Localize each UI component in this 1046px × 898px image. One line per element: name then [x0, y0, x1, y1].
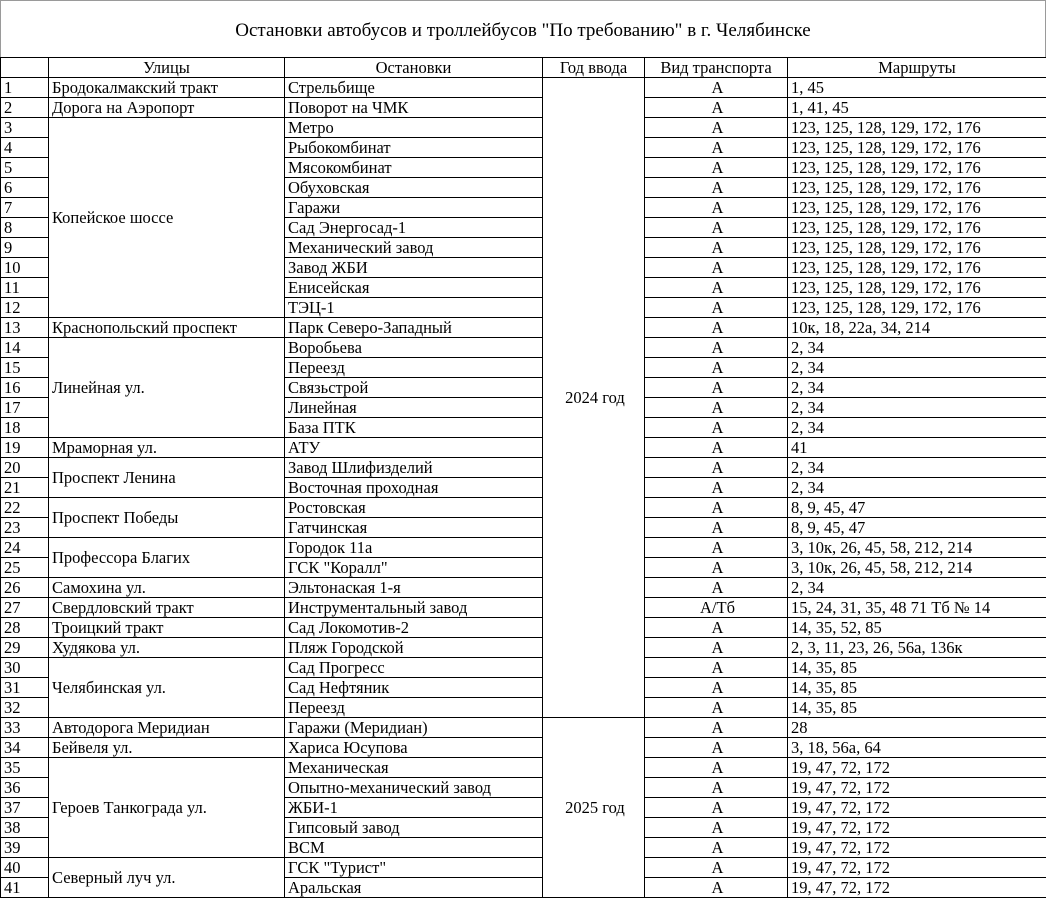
- stop-cell[interactable]: Метро: [285, 118, 543, 138]
- routes-cell[interactable]: 19, 47, 72, 172: [788, 858, 1046, 878]
- stop-cell[interactable]: Городок 11а: [285, 538, 543, 558]
- transport-type-cell[interactable]: А: [645, 218, 788, 238]
- transport-type-cell[interactable]: А/Тб: [645, 598, 788, 618]
- row-number-cell[interactable]: 41: [1, 878, 49, 898]
- stop-cell[interactable]: Механический завод: [285, 238, 543, 258]
- routes-cell[interactable]: 123, 125, 128, 129, 172, 176: [788, 238, 1046, 258]
- header-num-cell: [1, 58, 49, 78]
- stop-cell[interactable]: Сад Энергосад-1: [285, 218, 543, 238]
- table-row: [1, 738, 1046, 758]
- transport-type-cell[interactable]: А: [645, 558, 788, 578]
- row-number-cell[interactable]: 6: [1, 178, 49, 198]
- stop-cell[interactable]: Гаражи: [285, 198, 543, 218]
- transport-type-cell[interactable]: А: [645, 298, 788, 318]
- row-number-cell[interactable]: 2: [1, 98, 49, 118]
- routes-cell[interactable]: 19, 47, 72, 172: [788, 818, 1046, 838]
- routes-cell[interactable]: 2, 34: [788, 338, 1046, 358]
- street-cell[interactable]: Худякова ул.: [49, 638, 285, 658]
- row-number-cell[interactable]: 34: [1, 738, 49, 758]
- street-cell[interactable]: Мраморная ул.: [49, 438, 285, 458]
- street-cell[interactable]: Проспект Ленина: [49, 458, 285, 498]
- row-number-cell[interactable]: 1: [1, 78, 49, 98]
- transport-type-cell[interactable]: А: [645, 798, 788, 818]
- row-number-cell[interactable]: 5: [1, 158, 49, 178]
- routes-cell[interactable]: 2, 34: [788, 458, 1046, 478]
- transport-type-cell[interactable]: А: [645, 318, 788, 338]
- transport-type-cell[interactable]: А: [645, 118, 788, 138]
- routes-cell[interactable]: 1, 41, 45: [788, 98, 1046, 118]
- row-number-cell[interactable]: 29: [1, 638, 49, 658]
- street-cell[interactable]: Проспект Победы: [49, 498, 285, 538]
- routes-cell[interactable]: 14, 35, 85: [788, 658, 1046, 678]
- transport-type-cell[interactable]: А: [645, 818, 788, 838]
- table-row: [1, 458, 1046, 478]
- row-number-cell[interactable]: 10: [1, 258, 49, 278]
- routes-cell[interactable]: 8, 9, 45, 47: [788, 498, 1046, 518]
- stops-table: [0, 57, 1046, 898]
- stop-cell[interactable]: Воробьева: [285, 338, 543, 358]
- table-body: [1, 78, 1046, 898]
- street-cell[interactable]: Копейское шоссе: [49, 118, 285, 318]
- row-number-cell[interactable]: 24: [1, 538, 49, 558]
- routes-cell[interactable]: 123, 125, 128, 129, 172, 176: [788, 218, 1046, 238]
- routes-cell[interactable]: 123, 125, 128, 129, 172, 176: [788, 278, 1046, 298]
- row-number-cell[interactable]: 32: [1, 698, 49, 718]
- transport-type-cell[interactable]: А: [645, 78, 788, 98]
- stop-cell[interactable]: Мясокомбинат: [285, 158, 543, 178]
- row-number-cell[interactable]: 37: [1, 798, 49, 818]
- transport-type-cell[interactable]: А: [645, 278, 788, 298]
- stop-cell[interactable]: Сад Нефтяник: [285, 678, 543, 698]
- table-row: [1, 578, 1046, 598]
- street-cell[interactable]: Профессора Благих: [49, 538, 285, 578]
- routes-cell[interactable]: 2, 34: [788, 578, 1046, 598]
- row-number-cell[interactable]: 27: [1, 598, 49, 618]
- row-number-cell[interactable]: 30: [1, 658, 49, 678]
- row-number-cell[interactable]: 25: [1, 558, 49, 578]
- routes-cell[interactable]: 123, 125, 128, 129, 172, 176: [788, 178, 1046, 198]
- row-number-cell[interactable]: 35: [1, 758, 49, 778]
- stop-cell[interactable]: Завод Шлифизделий: [285, 458, 543, 478]
- routes-cell[interactable]: 19, 47, 72, 172: [788, 798, 1046, 818]
- street-cell[interactable]: Северный луч ул.: [49, 858, 285, 898]
- transport-type-cell[interactable]: А: [645, 198, 788, 218]
- row-number-cell[interactable]: 13: [1, 318, 49, 338]
- table-row: [1, 618, 1046, 638]
- street-cell[interactable]: Дорога на Аэропорт: [49, 98, 285, 118]
- transport-type-cell[interactable]: А: [645, 758, 788, 778]
- row-number-cell[interactable]: 39: [1, 838, 49, 858]
- transport-type-cell[interactable]: А: [645, 838, 788, 858]
- stop-cell[interactable]: Поворот на ЧМК: [285, 98, 543, 118]
- stop-cell[interactable]: Рыбокомбинат: [285, 138, 543, 158]
- stop-cell[interactable]: Парк Северо-Западный: [285, 318, 543, 338]
- stop-cell[interactable]: Эльтонаская 1-я: [285, 578, 543, 598]
- row-number-cell[interactable]: 23: [1, 518, 49, 538]
- stop-cell[interactable]: Механическая: [285, 758, 543, 778]
- transport-type-cell[interactable]: А: [645, 698, 788, 718]
- stop-cell[interactable]: ВСМ: [285, 838, 543, 858]
- row-number-cell[interactable]: 3: [1, 118, 49, 138]
- row-number-cell[interactable]: 36: [1, 778, 49, 798]
- routes-cell[interactable]: 8, 9, 45, 47: [788, 518, 1046, 538]
- routes-cell[interactable]: 14, 35, 85: [788, 698, 1046, 718]
- table-row: [1, 78, 1046, 98]
- table-row: [1, 758, 1046, 778]
- routes-cell[interactable]: 14, 35, 52, 85: [788, 618, 1046, 638]
- table-row: [1, 498, 1046, 518]
- stop-cell[interactable]: Сад Прогресс: [285, 658, 543, 678]
- stop-cell[interactable]: Гипсовый завод: [285, 818, 543, 838]
- stop-cell[interactable]: Стрельбище: [285, 78, 543, 98]
- stop-cell[interactable]: Гатчинская: [285, 518, 543, 538]
- routes-cell[interactable]: 19, 47, 72, 172: [788, 878, 1046, 898]
- row-number-cell[interactable]: 4: [1, 138, 49, 158]
- stop-cell[interactable]: Обуховская: [285, 178, 543, 198]
- transport-type-cell[interactable]: А: [645, 738, 788, 758]
- transport-type-cell[interactable]: А: [645, 418, 788, 438]
- row-number-cell[interactable]: 14: [1, 338, 49, 358]
- stop-cell[interactable]: Гаражи (Меридиан): [285, 718, 543, 738]
- transport-type-cell[interactable]: А: [645, 238, 788, 258]
- row-number-cell[interactable]: 16: [1, 378, 49, 398]
- routes-cell[interactable]: 123, 125, 128, 129, 172, 176: [788, 198, 1046, 218]
- stop-cell[interactable]: Переезд: [285, 698, 543, 718]
- transport-type-cell[interactable]: А: [645, 378, 788, 398]
- table-row: [1, 658, 1046, 678]
- routes-cell[interactable]: 2, 34: [788, 418, 1046, 438]
- stop-cell[interactable]: Связьстрой: [285, 378, 543, 398]
- transport-type-cell[interactable]: А: [645, 578, 788, 598]
- routes-cell[interactable]: 41: [788, 438, 1046, 458]
- header-streets: Улицы: [49, 58, 285, 78]
- row-number-cell[interactable]: 20: [1, 458, 49, 478]
- stop-cell[interactable]: Аральская: [285, 878, 543, 898]
- transport-type-cell[interactable]: А: [645, 258, 788, 278]
- row-number-cell[interactable]: 19: [1, 438, 49, 458]
- street-cell[interactable]: Краснопольский проспект: [49, 318, 285, 338]
- transport-type-cell[interactable]: А: [645, 158, 788, 178]
- routes-cell[interactable]: 123, 125, 128, 129, 172, 176: [788, 258, 1046, 278]
- stop-cell[interactable]: ЖБИ-1: [285, 798, 543, 818]
- transport-type-cell[interactable]: А: [645, 338, 788, 358]
- stop-cell[interactable]: База ПТК: [285, 418, 543, 438]
- stop-cell[interactable]: Опытно-механический завод: [285, 778, 543, 798]
- table-row: [1, 118, 1046, 138]
- header-transport-type: Вид транспорта: [645, 58, 788, 78]
- transport-type-cell[interactable]: А: [645, 878, 788, 898]
- transport-type-cell[interactable]: А: [645, 478, 788, 498]
- row-number-cell[interactable]: 22: [1, 498, 49, 518]
- street-cell[interactable]: Свердловский тракт: [49, 598, 285, 618]
- routes-cell[interactable]: 123, 125, 128, 129, 172, 176: [788, 298, 1046, 318]
- routes-cell[interactable]: 3, 10к, 26, 45, 58, 212, 214: [788, 558, 1046, 578]
- routes-cell[interactable]: 28: [788, 718, 1046, 738]
- row-number-cell[interactable]: 18: [1, 418, 49, 438]
- transport-type-cell[interactable]: А: [645, 858, 788, 878]
- page-title: Остановки автобусов и троллейбусов "По требованию" в г. Челябинске: [0, 0, 1046, 57]
- street-cell[interactable]: Самохина ул.: [49, 578, 285, 598]
- transport-type-cell[interactable]: А: [645, 778, 788, 798]
- routes-cell[interactable]: 14, 35, 85: [788, 678, 1046, 698]
- transport-type-cell[interactable]: А: [645, 498, 788, 518]
- routes-cell[interactable]: 19, 47, 72, 172: [788, 758, 1046, 778]
- transport-type-cell[interactable]: А: [645, 718, 788, 738]
- street-cell[interactable]: Бродокалмакский тракт: [49, 78, 285, 98]
- transport-type-cell[interactable]: А: [645, 678, 788, 698]
- street-cell[interactable]: Линейная ул.: [49, 338, 285, 438]
- stop-cell[interactable]: Завод ЖБИ: [285, 258, 543, 278]
- header-routes: Маршруты: [788, 58, 1046, 78]
- table-row: [1, 638, 1046, 658]
- row-number-cell[interactable]: 31: [1, 678, 49, 698]
- stop-cell[interactable]: ГСК "Турист": [285, 858, 543, 878]
- street-cell[interactable]: Бейвеля ул.: [49, 738, 285, 758]
- routes-cell[interactable]: 2, 34: [788, 358, 1046, 378]
- stop-cell[interactable]: Ростовская: [285, 498, 543, 518]
- stop-cell[interactable]: Восточная проходная: [285, 478, 543, 498]
- table-row: [1, 98, 1046, 118]
- year-cell[interactable]: 2024 год: [543, 78, 645, 718]
- street-cell[interactable]: Челябинская ул.: [49, 658, 285, 718]
- stop-cell[interactable]: Линейная: [285, 398, 543, 418]
- routes-cell[interactable]: 19, 47, 72, 172: [788, 838, 1046, 858]
- stop-cell[interactable]: Хариса Юсупова: [285, 738, 543, 758]
- routes-cell[interactable]: 123, 125, 128, 129, 172, 176: [788, 158, 1046, 178]
- routes-cell[interactable]: 2, 34: [788, 378, 1046, 398]
- stop-cell[interactable]: Инструментальный завод: [285, 598, 543, 618]
- stop-cell[interactable]: Енисейская: [285, 278, 543, 298]
- row-number-cell[interactable]: 15: [1, 358, 49, 378]
- routes-cell[interactable]: 2, 34: [788, 398, 1046, 418]
- row-number-cell[interactable]: 9: [1, 238, 49, 258]
- header-row: [1, 58, 1046, 78]
- stop-cell[interactable]: Пляж Городской: [285, 638, 543, 658]
- transport-type-cell[interactable]: А: [645, 638, 788, 658]
- street-cell[interactable]: Героев Танкограда ул.: [49, 758, 285, 858]
- transport-type-cell[interactable]: А: [645, 178, 788, 198]
- transport-type-cell[interactable]: А: [645, 518, 788, 538]
- row-number-cell[interactable]: 38: [1, 818, 49, 838]
- transport-type-cell[interactable]: А: [645, 438, 788, 458]
- year-cell[interactable]: 2025 год: [543, 718, 645, 898]
- street-cell[interactable]: Троицкий тракт: [49, 618, 285, 638]
- row-number-cell[interactable]: 33: [1, 718, 49, 738]
- stop-cell[interactable]: ТЭЦ-1: [285, 298, 543, 318]
- table-row: [1, 858, 1046, 878]
- transport-type-cell[interactable]: А: [645, 398, 788, 418]
- routes-cell[interactable]: 1, 45: [788, 78, 1046, 98]
- street-cell[interactable]: Автодорога Меридиан: [49, 718, 285, 738]
- row-number-cell[interactable]: 17: [1, 398, 49, 418]
- routes-cell[interactable]: 3, 18, 56а, 64: [788, 738, 1046, 758]
- table-row: [1, 598, 1046, 618]
- row-number-cell[interactable]: 28: [1, 618, 49, 638]
- table-row: [1, 338, 1046, 358]
- table-row: [1, 538, 1046, 558]
- stop-cell[interactable]: Сад Локомотив-2: [285, 618, 543, 638]
- transport-type-cell[interactable]: А: [645, 658, 788, 678]
- row-number-cell[interactable]: 21: [1, 478, 49, 498]
- transport-type-cell[interactable]: А: [645, 98, 788, 118]
- routes-cell[interactable]: 2, 3, 11, 23, 26, 56а, 136к: [788, 638, 1046, 658]
- routes-cell[interactable]: 3, 10к, 26, 45, 58, 212, 214: [788, 538, 1046, 558]
- routes-cell[interactable]: 123, 125, 128, 129, 172, 176: [788, 138, 1046, 158]
- routes-cell[interactable]: 2, 34: [788, 478, 1046, 498]
- routes-cell[interactable]: 15, 24, 31, 35, 48 71 Тб № 14: [788, 598, 1046, 618]
- header-year: Год ввода: [543, 58, 645, 78]
- table-row: [1, 318, 1046, 338]
- row-number-cell[interactable]: 40: [1, 858, 49, 878]
- transport-type-cell[interactable]: А: [645, 538, 788, 558]
- transport-type-cell[interactable]: А: [645, 618, 788, 638]
- routes-cell[interactable]: 19, 47, 72, 172: [788, 778, 1046, 798]
- row-number-cell[interactable]: 26: [1, 578, 49, 598]
- transport-type-cell[interactable]: А: [645, 458, 788, 478]
- row-number-cell[interactable]: 8: [1, 218, 49, 238]
- row-number-cell[interactable]: 11: [1, 278, 49, 298]
- stop-cell[interactable]: Переезд: [285, 358, 543, 378]
- transport-type-cell[interactable]: А: [645, 358, 788, 378]
- stop-cell[interactable]: АТУ: [285, 438, 543, 458]
- transport-type-cell[interactable]: А: [645, 138, 788, 158]
- table-row: [1, 438, 1046, 458]
- table-row: [1, 718, 1046, 738]
- header-stops: Остановки: [285, 58, 543, 78]
- routes-cell[interactable]: 123, 125, 128, 129, 172, 176: [788, 118, 1046, 138]
- stop-cell[interactable]: ГСК "Коралл": [285, 558, 543, 578]
- row-number-cell[interactable]: 7: [1, 198, 49, 218]
- row-number-cell[interactable]: 12: [1, 298, 49, 318]
- routes-cell[interactable]: 10к, 18, 22а, 34, 214: [788, 318, 1046, 338]
